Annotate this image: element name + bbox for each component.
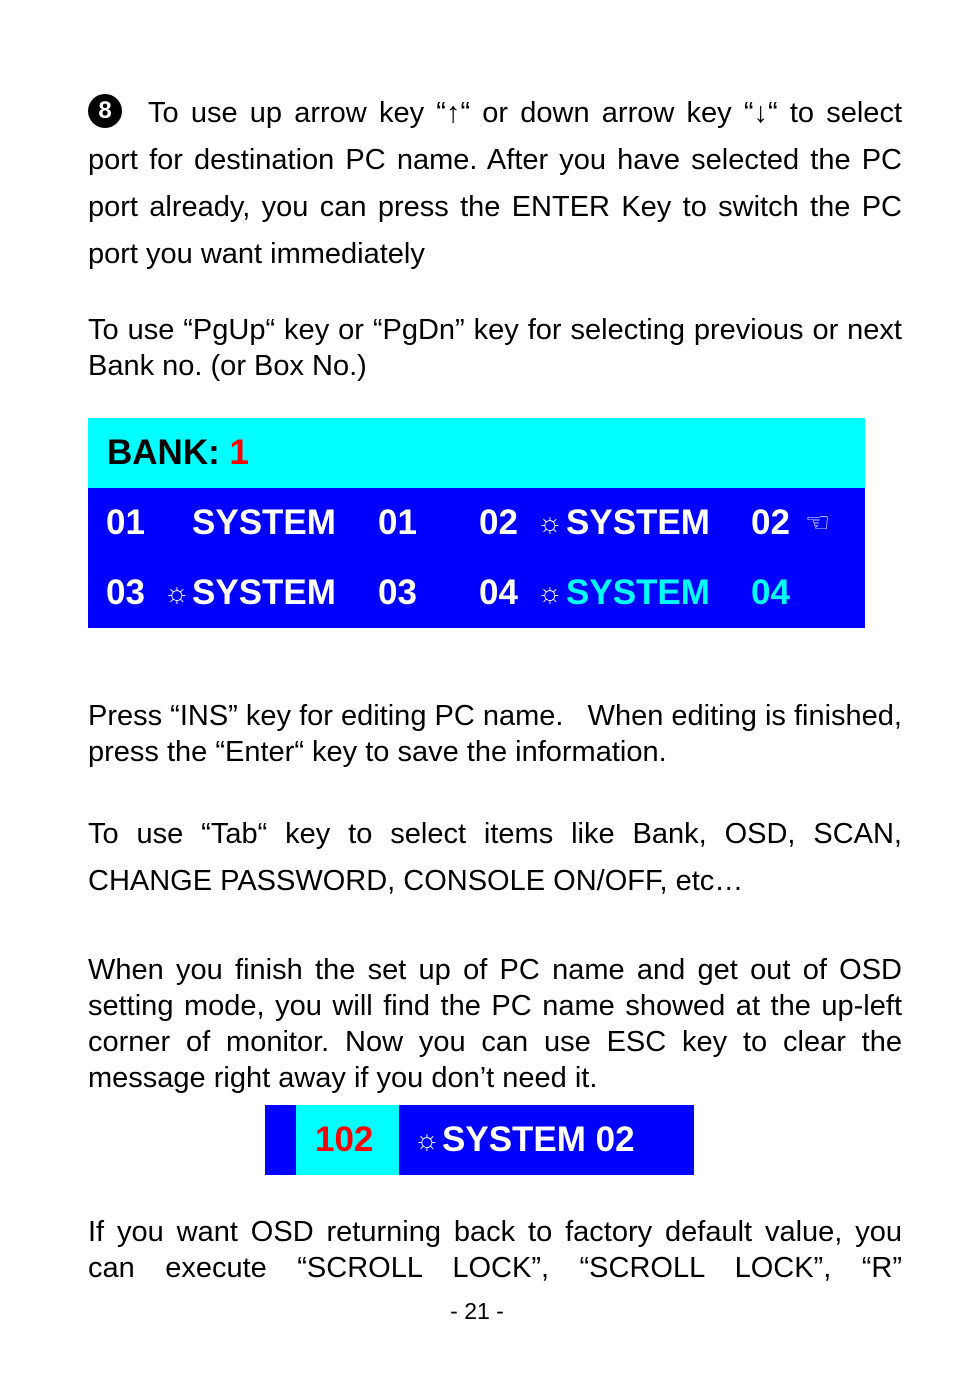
p1-text-b: “ or down arrow key “	[460, 97, 754, 129]
bank-number: 1	[229, 433, 249, 472]
page-number: - 21 -	[450, 1298, 504, 1324]
display-pc-name: SYSTEM 02	[442, 1120, 635, 1159]
port-number[interactable]: 04	[479, 573, 518, 612]
up-arrow-icon: ↑	[445, 97, 461, 129]
factory-reset-instruction: If you want OSD returning back to factory default value, you can execute “SCROLL LOCK”, “SCROLL LOCK”, “R”	[88, 1216, 902, 1284]
tab-key-instruction: To use “Tab“ key to select items like Bank, OSD, SCAN, CHANGE PASSWORD, CONSOLE ON/OFF, etc…	[88, 818, 902, 897]
osd-bank-menu	[88, 418, 865, 628]
step-number-badge: 8	[88, 94, 122, 128]
bank-label: BANK:	[107, 433, 220, 472]
display-id: 102	[315, 1120, 374, 1159]
down-arrow-icon: ↓	[753, 97, 768, 129]
ins-key-instruction: Press “INS” key for editing PC name. When editing is finished, press the “Enter“ key to save the information.	[88, 700, 902, 768]
port-number[interactable]: 01	[106, 503, 145, 542]
port-name[interactable]: SYSTEM	[192, 503, 336, 542]
port-name-number: 01	[378, 503, 417, 542]
port-name-number: 03	[378, 573, 417, 612]
port-number[interactable]: 02	[479, 503, 518, 542]
esc-key-instruction: When you finish the set up of PC name and get out of OSD setting mode, you will find the PC name showed at the up-left corner of monitor. Now you can use ESC key to clear the message right away if you don’t need it.	[88, 954, 902, 1094]
sun-icon: ☼	[164, 577, 190, 608]
port-name-number-selected: 04	[751, 573, 790, 612]
port-name[interactable]: SYSTEM	[566, 503, 710, 542]
p1-text-c: “ to select port for destination PC name. After you have selected the PC port already, you can press the ENTER Key to switch the PC port you want immediately	[88, 97, 902, 270]
port-name[interactable]: SYSTEM	[192, 573, 336, 612]
arrow-key-instruction	[88, 90, 902, 278]
pc-name-display-bar	[265, 1105, 694, 1175]
p1-text-a: To use up arrow key “	[148, 97, 446, 129]
pointer-hand-icon: ☜	[805, 507, 831, 538]
port-name-number: 02	[751, 503, 790, 542]
port-number[interactable]: 03	[106, 573, 145, 612]
sun-icon: ☼	[414, 1124, 440, 1155]
osd-header	[88, 418, 865, 488]
pgup-pgdn-instruction: To use “PgUp“ key or “PgDn” key for selecting previous or next Bank no. (or Box No.)	[88, 314, 902, 382]
sun-icon: ☼	[537, 577, 563, 608]
port-name-selected[interactable]: SYSTEM	[566, 573, 710, 612]
sun-icon: ☼	[537, 507, 563, 538]
osd-port-list	[88, 488, 865, 628]
bank-indicator	[107, 418, 249, 488]
